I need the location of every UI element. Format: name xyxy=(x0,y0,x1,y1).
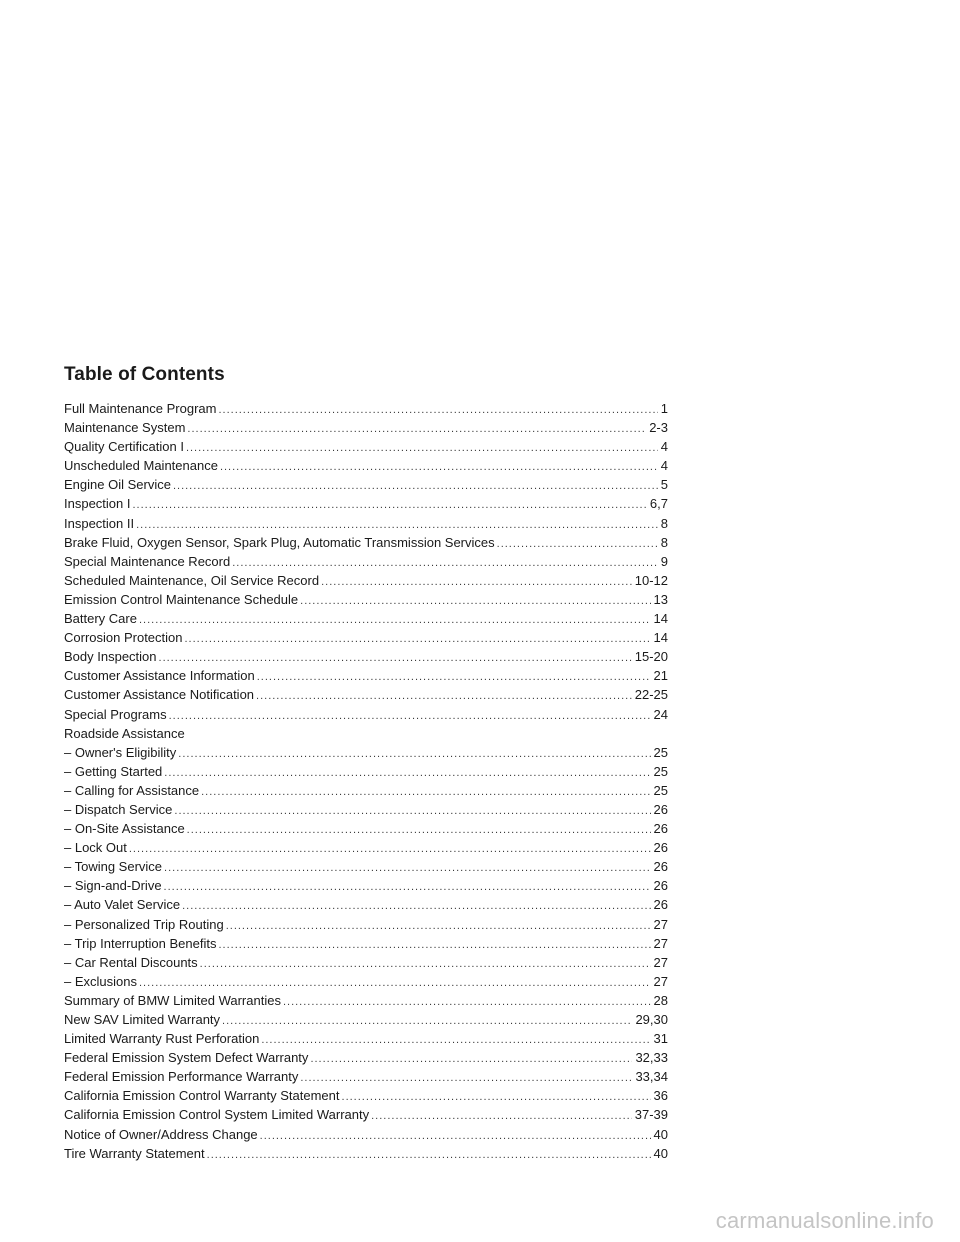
toc-entry-label: California Emission Control Warranty Statement xyxy=(64,1088,340,1104)
toc-dot-leader xyxy=(169,707,651,724)
toc-entry-label: – Personalized Trip Routing xyxy=(64,916,224,932)
toc-entry xyxy=(64,1105,668,1124)
toc-entry xyxy=(64,895,668,914)
toc-entry-page-number: 32,33 xyxy=(635,1050,668,1066)
toc-dot-leader xyxy=(232,554,658,571)
toc-dot-leader xyxy=(200,955,651,972)
toc-entry-label: Federal Emission System Defect Warranty xyxy=(64,1050,309,1066)
toc-dot-leader xyxy=(342,1088,651,1105)
toc-entry-label: – Sign-and-Drive xyxy=(64,878,162,894)
toc-entry-page-number: 26 xyxy=(653,821,668,837)
toc-entry xyxy=(64,876,668,895)
toc-entry-page-number: 27 xyxy=(653,935,668,951)
toc-entry-label: Notice of Owner/Address Change xyxy=(64,1126,258,1142)
toc-entry-page-number: 25 xyxy=(653,744,668,760)
toc-dot-leader xyxy=(164,764,650,781)
toc-entry-label: Customer Assistance Information xyxy=(64,668,255,684)
toc-entry-page-number: 10-12 xyxy=(634,572,668,588)
toc-entry-page-number: 36 xyxy=(653,1088,668,1104)
toc-entry-label: Scheduled Maintenance, Oil Service Record xyxy=(64,572,320,588)
toc-entry xyxy=(64,571,668,590)
toc-entry xyxy=(64,418,668,437)
toc-entry-page-number: 31 xyxy=(653,1031,668,1047)
toc-entry-label: Federal Emission Performance Warranty xyxy=(64,1069,299,1085)
toc-entry xyxy=(64,1125,668,1144)
toc-dot-leader xyxy=(310,1050,632,1067)
toc-dot-leader xyxy=(218,401,657,418)
toc-entry-label: Roadside Assistance xyxy=(64,725,185,741)
toc-entry-label: Body Inspection xyxy=(64,649,157,665)
toc-entry xyxy=(64,915,668,934)
toc-list xyxy=(64,399,668,1163)
toc-entry xyxy=(64,1048,668,1067)
watermark: carmanualsonline.info xyxy=(715,1208,934,1233)
toc-entry-label: Tire Warranty Statement xyxy=(64,1145,205,1161)
toc-entry xyxy=(64,494,668,513)
toc-dot-leader xyxy=(159,649,632,666)
toc-entry-page-number: 28 xyxy=(653,992,668,1008)
toc-dot-leader xyxy=(222,1012,632,1029)
toc-entry-label: – Dispatch Service xyxy=(64,801,173,817)
toc-dot-leader xyxy=(185,630,651,647)
toc-entry xyxy=(64,475,668,494)
toc-entry-page-number: 1 xyxy=(660,401,668,416)
toc-entry xyxy=(64,800,668,819)
toc-entry-label: California Emission Control System Limited Warranty xyxy=(64,1107,370,1123)
toc-dot-leader xyxy=(186,439,658,456)
toc-entry-page-number: 6,7 xyxy=(649,496,668,512)
toc-dot-leader xyxy=(133,496,647,513)
toc-dot-leader xyxy=(164,859,650,876)
toc-entry xyxy=(64,934,668,953)
toc-entry-page-number: 5 xyxy=(660,477,668,493)
toc-dot-leader xyxy=(220,458,658,475)
toc-entry-page-number: 37-39 xyxy=(634,1107,668,1123)
toc-entry-page-number: 26 xyxy=(653,801,668,817)
page-title: Table of Contents xyxy=(64,364,225,385)
toc-entry xyxy=(64,437,668,456)
toc-entry-page-number: 8 xyxy=(660,515,668,531)
toc-entry-label: – Getting Started xyxy=(64,763,163,779)
toc-entry xyxy=(64,819,668,838)
toc-dot-leader xyxy=(139,974,651,991)
toc-entry-page-number: 4 xyxy=(660,458,668,474)
toc-entry xyxy=(64,1086,668,1105)
toc-entry-label: Special Maintenance Record xyxy=(64,553,231,569)
toc-entry-page-number: 9 xyxy=(660,553,668,569)
toc-entry xyxy=(64,1029,668,1048)
toc-entry-page-number: 27 xyxy=(653,973,668,989)
toc-entry xyxy=(64,953,668,972)
toc-entry-label: – Lock Out xyxy=(64,840,127,856)
toc-entry xyxy=(64,609,668,628)
toc-entry xyxy=(64,1010,668,1029)
toc-dot-leader xyxy=(173,477,658,494)
toc-entry-label: Unscheduled Maintenance xyxy=(64,458,218,474)
toc-entry-page-number: 33,34 xyxy=(635,1069,668,1085)
toc-entry-page-number: 26 xyxy=(653,840,668,856)
toc-entry-label: Summary of BMW Limited Warranties xyxy=(64,992,281,1008)
toc-entry xyxy=(64,590,668,609)
toc-entry xyxy=(64,972,668,991)
toc-entry-label: Brake Fluid, Oxygen Sensor, Spark Plug, Automatic Transmission Services xyxy=(64,534,495,550)
toc-entry xyxy=(64,456,668,475)
toc-entry-page-number: 27 xyxy=(653,916,668,932)
toc-entry-label: Inspection I xyxy=(64,496,131,512)
toc-entry-label: – Auto Valet Service xyxy=(64,897,181,913)
toc-entry-label: – Towing Service xyxy=(64,859,163,875)
toc-dot-leader xyxy=(283,993,651,1010)
toc-dot-leader xyxy=(226,917,651,934)
toc-entry-page-number: 14 xyxy=(653,630,668,646)
toc-entry-page-number: 4 xyxy=(660,439,668,455)
toc-entry xyxy=(64,533,668,552)
toc-section-heading xyxy=(64,724,668,743)
toc-entry xyxy=(64,514,668,533)
toc-entry-page-number: 25 xyxy=(653,782,668,798)
toc-dot-leader xyxy=(261,1031,650,1048)
toc-entry xyxy=(64,685,668,704)
toc-dot-leader xyxy=(497,535,658,552)
toc-entry-label: Engine Oil Service xyxy=(64,477,171,493)
toc-dot-leader xyxy=(257,668,651,685)
toc-entry xyxy=(64,1144,668,1163)
toc-dot-leader xyxy=(182,897,650,914)
toc-dot-leader xyxy=(139,611,651,628)
toc-entry-page-number: 26 xyxy=(653,859,668,875)
toc-entry-page-number: 26 xyxy=(653,897,668,913)
toc-entry-page-number: 29,30 xyxy=(635,1012,668,1027)
toc-entry xyxy=(64,399,668,418)
toc-entry-page-number: 2-3 xyxy=(649,420,668,436)
toc-entry xyxy=(64,857,668,876)
toc-dot-leader xyxy=(174,802,650,819)
toc-entry-label: Corrosion Protection xyxy=(64,630,183,646)
toc-entry-page-number: 27 xyxy=(653,954,668,970)
toc-entry-label: Inspection II xyxy=(64,515,135,531)
toc-dot-leader xyxy=(201,783,650,800)
toc-entry-label: Full Maintenance Program xyxy=(64,401,217,416)
toc-dot-leader xyxy=(260,1127,651,1144)
toc-entry-label: Customer Assistance Notification xyxy=(64,687,255,703)
toc-dot-leader xyxy=(300,1069,632,1086)
toc-dot-leader xyxy=(321,573,632,590)
toc-entry-label: – On-Site Assistance xyxy=(64,821,185,837)
toc-dot-leader xyxy=(256,687,632,704)
toc-entry-page-number: 25 xyxy=(653,763,668,779)
toc-dot-leader xyxy=(187,420,646,437)
toc-entry xyxy=(64,781,668,800)
toc-entry-page-number: 24 xyxy=(653,706,668,722)
toc-dot-leader xyxy=(207,1146,651,1163)
toc-entry-label: – Exclusions xyxy=(64,973,137,989)
toc-entry-label: – Owner's Eligibility xyxy=(64,744,177,760)
toc-entry-label: Limited Warranty Rust Perforation xyxy=(64,1031,260,1047)
toc-entry-page-number: 22-25 xyxy=(634,687,668,703)
toc-entry xyxy=(64,552,668,571)
toc-entry-page-number: 26 xyxy=(653,878,668,894)
toc-entry-label: – Calling for Assistance xyxy=(64,782,200,798)
toc-entry-label: New SAV Limited Warranty xyxy=(64,1012,221,1027)
toc-entry-page-number: 21 xyxy=(653,668,668,684)
toc-entry xyxy=(64,991,668,1010)
toc-dot-leader xyxy=(129,840,651,857)
toc-entry-label: – Car Rental Discounts xyxy=(64,954,198,970)
toc-entry-page-number: 40 xyxy=(653,1145,668,1161)
toc-entry-page-number: 13 xyxy=(653,591,668,607)
toc-entry xyxy=(64,838,668,857)
toc-entry xyxy=(64,743,668,762)
toc-entry-label: – Trip Interruption Benefits xyxy=(64,935,217,951)
toc-dot-leader xyxy=(371,1107,632,1124)
toc-entry-page-number: 15-20 xyxy=(634,649,668,665)
toc-entry xyxy=(64,666,668,685)
toc-entry-label: Emission Control Maintenance Schedule xyxy=(64,591,299,607)
toc-dot-leader xyxy=(164,878,651,895)
toc-entry-label: Maintenance System xyxy=(64,420,186,436)
toc-entry xyxy=(64,762,668,781)
toc-entry-page-number: 40 xyxy=(653,1126,668,1142)
toc-entry-page-number: 14 xyxy=(653,611,668,627)
toc-entry xyxy=(64,647,668,666)
toc-dot-leader xyxy=(300,592,650,609)
toc-dot-leader xyxy=(136,516,658,533)
toc-entry-label: Special Programs xyxy=(64,706,167,722)
toc-dot-leader xyxy=(218,936,650,953)
toc-entry-page-number: 8 xyxy=(660,534,668,550)
toc-entry-label: Battery Care xyxy=(64,611,137,627)
toc-entry xyxy=(64,1067,668,1086)
toc-entry-label: Quality Certification I xyxy=(64,439,184,455)
toc-entry xyxy=(64,705,668,724)
toc-dot-leader xyxy=(187,821,651,838)
toc-dot-leader xyxy=(178,745,650,762)
toc-entry xyxy=(64,628,668,647)
